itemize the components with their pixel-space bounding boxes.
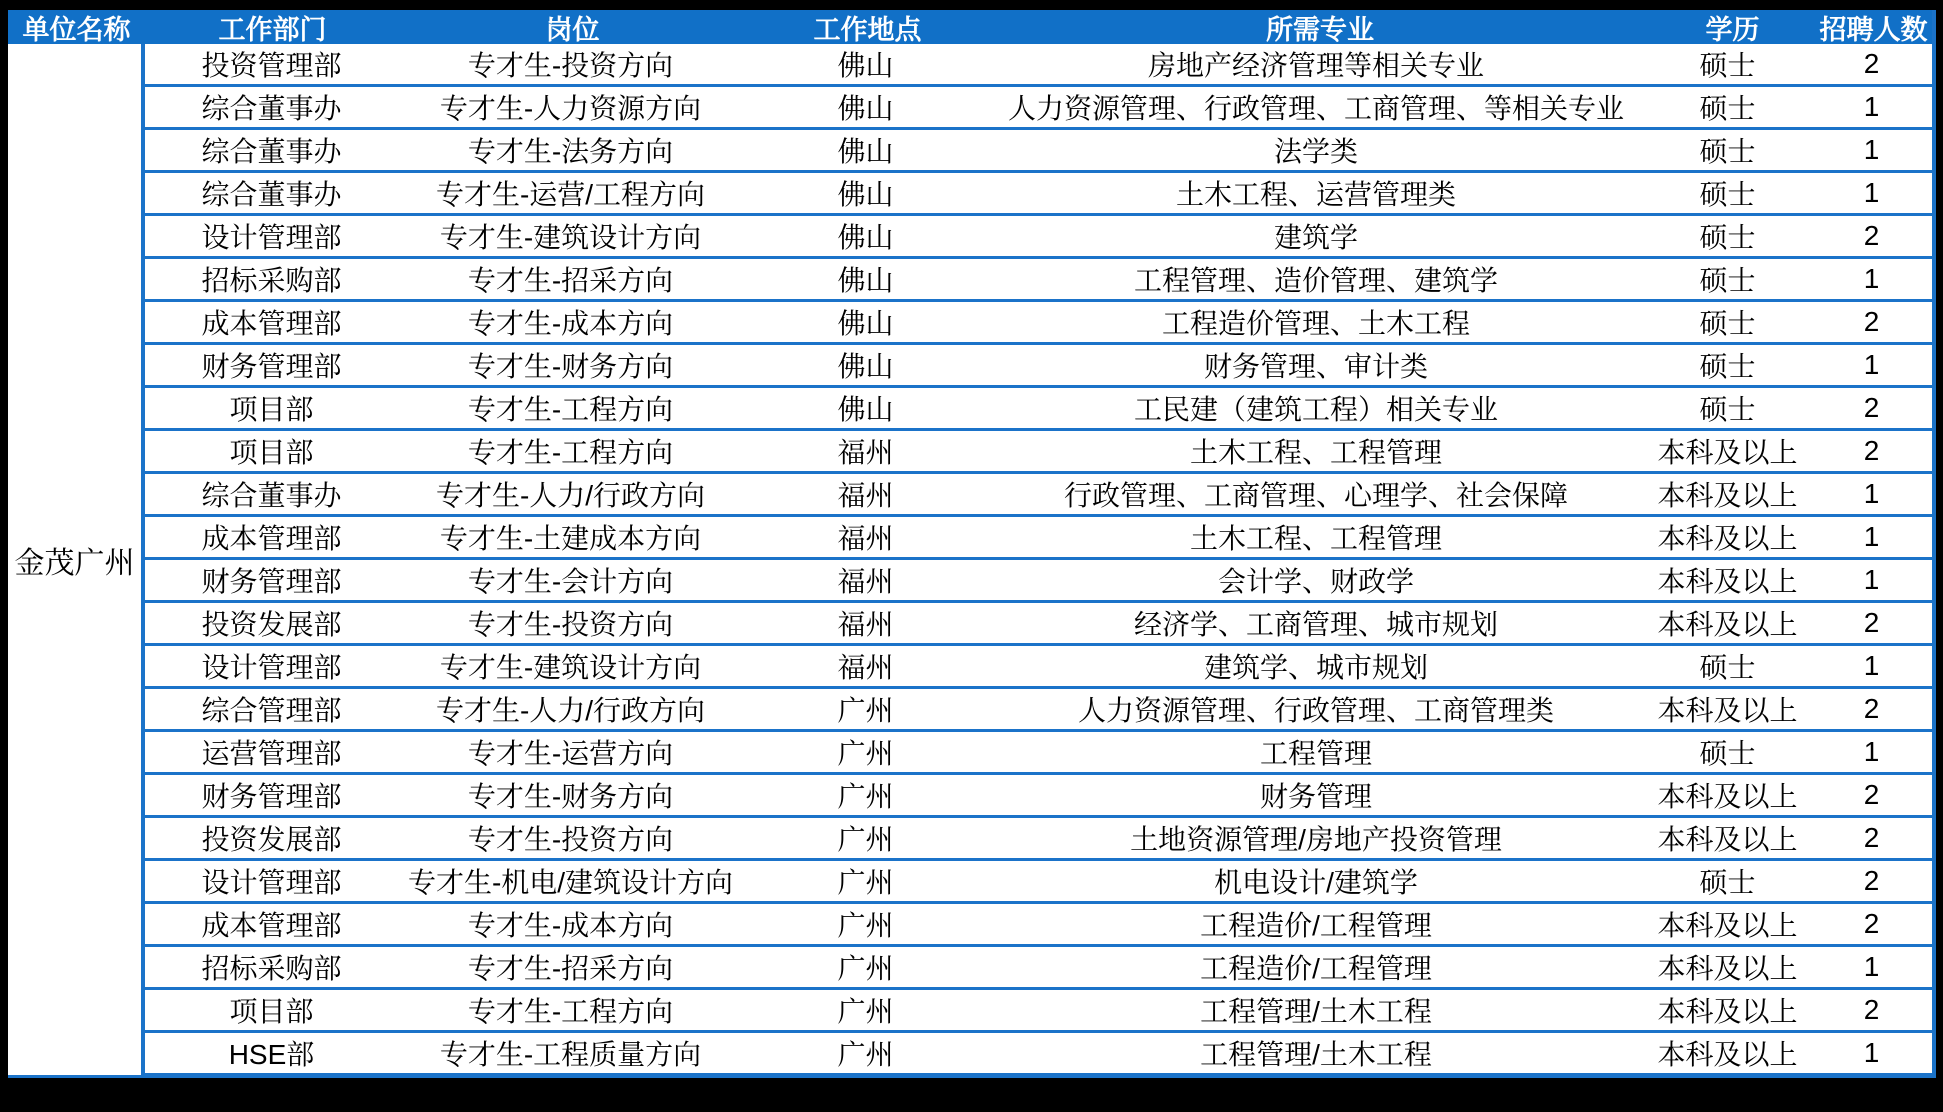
table-row: [145, 87, 1932, 130]
col-header-department: 工作部门: [218, 14, 327, 45]
cell-headcount: 1: [1863, 736, 1880, 767]
cell-department: 综合管理部: [201, 695, 342, 726]
cell-position: 专才生-运营方向: [467, 738, 674, 769]
cell-majors: 经济学、工商管理、城市规划: [1133, 609, 1498, 640]
cell-location: 广州: [837, 910, 894, 941]
cell-department: 运营管理部: [201, 738, 342, 769]
cell-department: 项目部: [229, 996, 314, 1027]
cell-education: 硕士: [1699, 93, 1756, 124]
cell-education: 本科及以上: [1657, 910, 1798, 941]
table-row: [145, 388, 1932, 431]
cell-headcount: 1: [1863, 134, 1880, 165]
table-body: [8, 44, 1932, 1112]
cell-education: 本科及以上: [1657, 523, 1798, 554]
cell-position: 专才生-建筑设计方向: [439, 652, 702, 683]
cell-location: 广州: [837, 695, 894, 726]
cell-location: 佛山: [837, 93, 894, 124]
cell-majors: 工程造价/工程管理: [1200, 953, 1432, 984]
cell-headcount: 2: [1863, 822, 1880, 853]
cell-headcount: 1: [1863, 564, 1880, 595]
cell-location: 佛山: [837, 222, 894, 253]
cell-headcount: 1: [1863, 1037, 1880, 1068]
cell-position: 专才生-工程管理方向: [439, 1082, 702, 1112]
col-header-unit-name: 单位名称: [22, 14, 131, 45]
cell-majors: 人力资源管理、行政管理、工商管理、等相关专业: [1007, 93, 1624, 124]
cell-education: 硕士: [1699, 351, 1756, 382]
table-row: [145, 474, 1932, 517]
cell-location: 佛山: [837, 308, 894, 339]
table-row: [145, 1033, 1932, 1076]
table-row: [145, 689, 1932, 732]
cell-position: 专才生-投资方向: [467, 50, 674, 81]
cell-position: 专才生-招采方向: [467, 265, 674, 296]
table-row: [145, 947, 1932, 990]
col-header-majors: 所需专业: [1266, 14, 1374, 45]
cell-location: 广州: [837, 867, 894, 898]
cell-department: 招标采购部: [201, 953, 342, 984]
cell-department: 投资发展部: [201, 824, 342, 855]
cell-department: 成本管理部: [201, 910, 342, 941]
table-row: [145, 775, 1932, 818]
cell-majors: 土木工程、工程管理: [1189, 437, 1442, 468]
cell-headcount: 1: [1863, 263, 1880, 294]
table-row: [145, 431, 1932, 474]
cell-education: 硕士: [1699, 394, 1756, 425]
cell-majors: 财务管理、审计类: [1203, 351, 1428, 382]
table-row: [145, 818, 1932, 861]
cell-headcount: 2: [1863, 220, 1880, 251]
cell-position: 专才生-机电/建筑设计方向: [407, 867, 734, 898]
cell-position: 专才生-成本方向: [467, 308, 674, 339]
cell-location: 广州: [837, 953, 894, 984]
table-row: [145, 560, 1932, 603]
col-header-location: 工作地点: [813, 14, 922, 45]
cell-education: 硕士: [1699, 652, 1756, 683]
cell-department: 成本管理部: [201, 308, 342, 339]
table-row: [145, 44, 1932, 87]
cell-headcount: 2: [1863, 865, 1880, 896]
table-row: [145, 517, 1932, 560]
cell-department: 成本管理部: [201, 523, 342, 554]
col-header-headcount: 招聘人数: [1819, 14, 1928, 45]
cell-education: 硕士: [1699, 308, 1756, 339]
cell-headcount: 2: [1863, 607, 1880, 638]
cell-department: 财务管理部: [201, 781, 342, 812]
cell-education: 本科及以上: [1657, 996, 1798, 1027]
cell-headcount: 2: [1863, 994, 1880, 1025]
cell-location: 广州: [837, 824, 894, 855]
cell-position: 专才生-会计方向: [467, 566, 674, 597]
cell-headcount: 1: [1863, 521, 1880, 552]
cell-majors: 工程管理类/工商管理类: [1172, 1082, 1460, 1112]
cell-majors: 建筑学、城市规划: [1203, 652, 1428, 683]
cell-headcount: 2: [1863, 779, 1880, 810]
cell-headcount: 2: [1863, 306, 1880, 337]
cell-department: 设计管理部: [201, 652, 342, 683]
cell-education: 本科及以上: [1657, 1082, 1798, 1112]
cell-majors: 房地产经济管理等相关专业: [1147, 50, 1484, 81]
cell-majors: 建筑学: [1273, 222, 1358, 253]
cell-location: 佛山: [837, 179, 894, 210]
cell-department: 项目部: [229, 394, 314, 425]
cell-department: 客户关系部: [201, 1082, 342, 1112]
cell-headcount: 2: [1863, 908, 1880, 939]
cell-location: 福州: [837, 437, 894, 468]
cell-position: 专才生-投资方向: [467, 609, 674, 640]
table-row: [145, 302, 1932, 345]
cell-department: 设计管理部: [201, 867, 342, 898]
table-row: [145, 130, 1932, 173]
cell-location: 福州: [837, 652, 894, 683]
cell-position: 专才生-建筑设计方向: [439, 222, 702, 253]
table-row: [145, 216, 1932, 259]
cell-headcount: 1: [1863, 177, 1880, 208]
table-row: [145, 173, 1932, 216]
cell-department: 投资发展部: [201, 609, 342, 640]
table-rows: [145, 44, 1932, 1112]
cell-department: 财务管理部: [201, 566, 342, 597]
cell-majors: 会计学、财政学: [1217, 566, 1414, 597]
cell-headcount: 2: [1863, 435, 1880, 466]
cell-department: HSE部: [228, 1039, 315, 1070]
cell-education: 本科及以上: [1657, 437, 1798, 468]
table-row: [145, 990, 1932, 1033]
table-row: [145, 861, 1932, 904]
cell-department: 综合董事办: [201, 480, 342, 511]
cell-location: 福州: [837, 566, 894, 597]
cell-location: 佛山: [837, 265, 894, 296]
cell-headcount: 1: [1863, 650, 1880, 681]
cell-position: 专才生-成本方向: [467, 910, 674, 941]
cell-majors: 工民建（建筑工程）相关专业: [1133, 394, 1498, 425]
cell-headcount: 1: [1863, 91, 1880, 122]
cell-majors: 工程管理、造价管理、建筑学: [1133, 265, 1498, 296]
cell-majors: 机电设计/建筑学: [1214, 867, 1418, 898]
cell-education: 本科及以上: [1657, 824, 1798, 855]
table-header-row: [8, 10, 1932, 44]
cell-department: 综合董事办: [201, 93, 342, 124]
cell-majors: 财务管理: [1259, 781, 1372, 812]
cell-position: 专才生-工程方向: [467, 394, 674, 425]
cell-headcount: 1: [1863, 1080, 1880, 1111]
cell-majors: 工程造价/工程管理: [1200, 910, 1432, 941]
table-row: [145, 603, 1932, 646]
cell-location: 福州: [837, 609, 894, 640]
cell-location: 佛山: [837, 136, 894, 167]
cell-education: 本科及以上: [1657, 953, 1798, 984]
col-header-education: 学历: [1705, 14, 1760, 45]
cell-department: 项目部: [229, 437, 314, 468]
cell-education: 本科及以上: [1657, 1039, 1798, 1070]
cell-location: 福州: [837, 523, 894, 554]
cell-position: 专才生-运营/工程方向: [435, 179, 706, 210]
cell-headcount: 2: [1863, 48, 1880, 79]
cell-location: 广州: [837, 1082, 894, 1112]
cell-position: 专才生-财务方向: [467, 781, 674, 812]
cell-majors: 土木工程、工程管理: [1189, 523, 1442, 554]
cell-majors: 工程管理/土木工程: [1200, 996, 1432, 1027]
cell-headcount: 1: [1863, 478, 1880, 509]
cell-education: 本科及以上: [1657, 781, 1798, 812]
cell-position: 专才生-工程方向: [467, 437, 674, 468]
cell-position: 专才生-财务方向: [467, 351, 674, 382]
cell-position: 专才生-招采方向: [467, 953, 674, 984]
unit-name-cell: 金茂广州: [8, 44, 145, 1075]
cell-position: 专才生-人力/行政方向: [435, 480, 706, 511]
cell-location: 广州: [837, 781, 894, 812]
cell-education: 硕士: [1699, 136, 1756, 167]
cell-education: 硕士: [1699, 867, 1756, 898]
cell-location: 佛山: [837, 50, 894, 81]
table-row: [145, 345, 1932, 388]
cell-location: 佛山: [837, 394, 894, 425]
cell-education: 硕士: [1699, 738, 1756, 769]
col-header-position: 岗位: [545, 14, 600, 45]
cell-position: 专才生-工程质量方向: [439, 1039, 702, 1070]
cell-majors: 行政管理、工商管理、心理学、社会保障: [1063, 480, 1568, 511]
cell-education: 硕士: [1699, 265, 1756, 296]
cell-position: 专才生-投资方向: [467, 824, 674, 855]
cell-majors: 工程管理/土木工程: [1200, 1039, 1432, 1070]
cell-majors: 工程管理: [1259, 738, 1372, 769]
cell-education: 硕士: [1699, 222, 1756, 253]
cell-location: 广州: [837, 738, 894, 769]
cell-department: 财务管理部: [201, 351, 342, 382]
cell-position: 专才生-工程方向: [467, 996, 674, 1027]
cell-headcount: 2: [1863, 392, 1880, 423]
cell-education: 本科及以上: [1657, 609, 1798, 640]
cell-majors: 人力资源管理、行政管理、工商管理类: [1077, 695, 1554, 726]
cell-headcount: 1: [1863, 349, 1880, 380]
cell-education: 硕士: [1699, 50, 1756, 81]
cell-location: 福州: [837, 480, 894, 511]
cell-majors: 法学类: [1273, 136, 1358, 167]
table-row: [145, 732, 1932, 775]
cell-department: 投资管理部: [201, 50, 342, 81]
cell-education: 本科及以上: [1657, 566, 1798, 597]
cell-department: 招标采购部: [201, 265, 342, 296]
cell-department: 综合董事办: [201, 136, 342, 167]
cell-majors: 土木工程、运营管理类: [1175, 179, 1456, 210]
cell-education: 本科及以上: [1657, 695, 1798, 726]
table-row: [145, 646, 1932, 689]
cell-majors: 土地资源管理/房地产投资管理: [1130, 824, 1502, 855]
cell-position: 专才生-人力资源方向: [439, 93, 702, 124]
table-row: [145, 1076, 1932, 1112]
cell-position: 专才生-土建成本方向: [439, 523, 702, 554]
cell-department: 综合董事办: [201, 179, 342, 210]
cell-position: 专才生-人力/行政方向: [435, 695, 706, 726]
cell-education: 本科及以上: [1657, 480, 1798, 511]
cell-location: 佛山: [837, 351, 894, 382]
cell-majors: 工程造价管理、土木工程: [1161, 308, 1470, 339]
cell-position: 专才生-法务方向: [467, 136, 674, 167]
cell-location: 广州: [837, 1039, 894, 1070]
cell-education: 硕士: [1699, 179, 1756, 210]
table-row: [145, 904, 1932, 947]
recruitment-table: [8, 10, 1936, 1112]
cell-headcount: 1: [1863, 951, 1880, 982]
table-row: [145, 259, 1932, 302]
cell-headcount: 2: [1863, 693, 1880, 724]
cell-location: 广州: [837, 996, 894, 1027]
cell-department: 设计管理部: [201, 222, 342, 253]
